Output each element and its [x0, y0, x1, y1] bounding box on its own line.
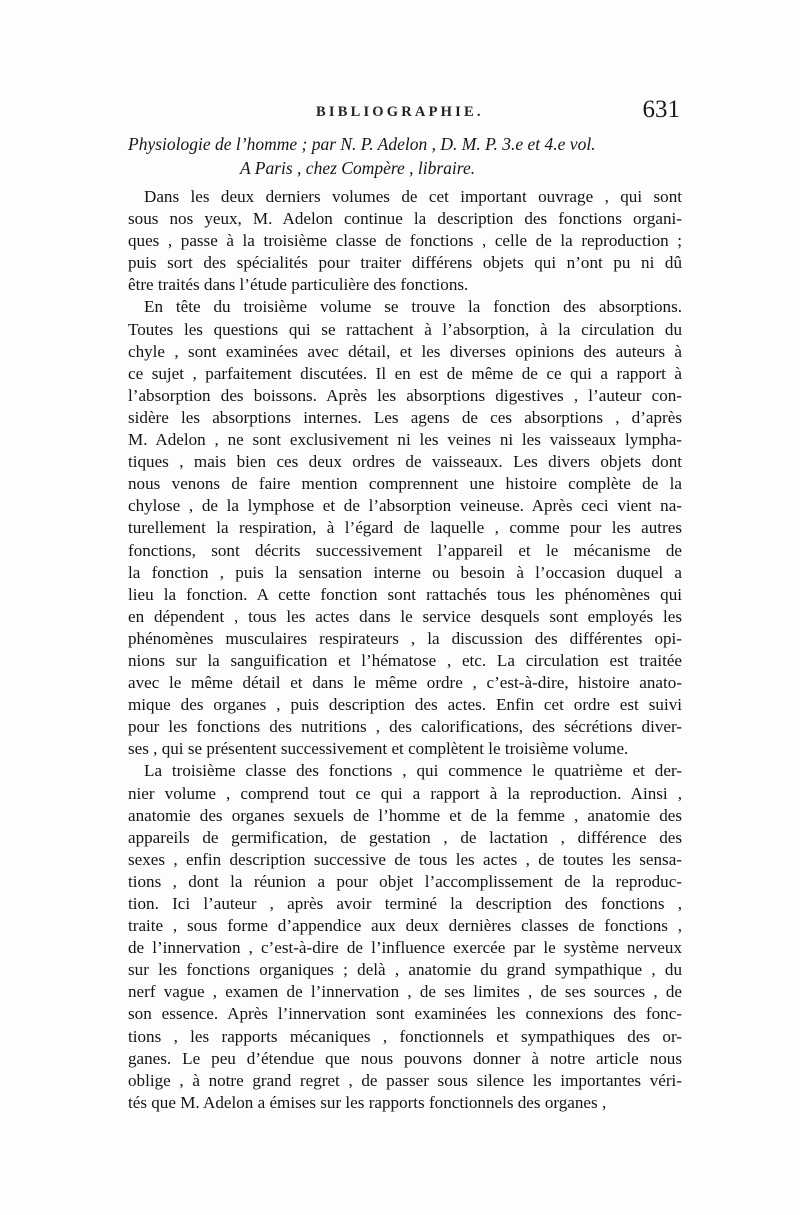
text-line: ses , qui se présentent successivement et complètent le troisième volume.: [128, 739, 629, 759]
text-line: nions sur la sanguification et l’hématose , etc. La circulation est traitée: [128, 650, 682, 670]
paragraph: [128, 760, 682, 1114]
text-line: chyle , sont examinées avec détail, et les diverses opinions des auteurs à: [128, 341, 682, 361]
text-line: puis sort des spécialités pour traiter différens objets qui n’ont pu ni dû: [128, 253, 682, 273]
text-line: turellement la respiration, à l’égard de laquelle , comme pour les autres: [128, 518, 682, 538]
text-line: M. Adelon , ne sont exclusivement ni les veines ni les vaisseaux lympha-: [128, 430, 682, 450]
body-text: [128, 186, 682, 1114]
text-line: Toutes les questions qui se rattachent à l’absorption, à la circulation du: [128, 319, 682, 339]
text-line: En tête du troisième volume se trouve la fonction des absorptions.: [144, 297, 682, 317]
text-line: avec le même détail et dans le même ordre , c’est-à-dire, histoire anato-: [128, 673, 682, 693]
paragraph: [128, 186, 682, 296]
text-line: La troisième classe des fonctions , qui commence le quatrième et der-: [144, 761, 682, 781]
text-line: phénomènes musculaires respirateurs , la discussion des différentes opi-: [128, 628, 682, 648]
text-line: sexes , enfin description successive de tous les actes , de toutes les sensa-: [128, 849, 682, 869]
text-line: la fonction , puis la sensation interne ou besoin à l’occasion duquel a: [128, 562, 682, 582]
text-line: appareils de germification, de gestation , de lactation , différence des: [128, 827, 682, 847]
text-line: tions , dont la réunion a pour objet l’accomplissement de la reproduc-: [128, 871, 682, 891]
text-line: lieu la fonction. A cette fonction sont rattachés tous les phénomènes qui: [128, 584, 682, 604]
text-line: être traités dans l’étude particulière des fonctions.: [128, 275, 469, 295]
page-number: 631: [642, 96, 680, 123]
text-line: ques , passe à la troisième classe de fonctions , celle de la reproduction ;: [128, 231, 682, 251]
text-line: oblige , à notre grand regret , de passer sous silence les importantes véri-: [128, 1070, 682, 1090]
text-line: sur les fonctions organiques ; delà , anatomie du grand sympathique , du: [128, 960, 682, 980]
text-line: Dans les deux derniers volumes de cet important ouvrage , qui sont: [144, 187, 682, 206]
text-line: fonctions, sont décrits successivement l’appareil et le mécanisme de: [128, 540, 682, 560]
text-line: nous venons de faire mention comprennent une histoire complète de la: [128, 474, 682, 494]
running-head: [128, 96, 680, 128]
running-title: BIBLIOGRAPHIE.: [316, 104, 484, 120]
text-line: sidère les absorptions internes. Les agens de ces absorptions , d’après: [128, 407, 682, 427]
text-line: de l’innervation , c’est-à-dire de l’influence exercée par le système nerveux: [128, 938, 682, 958]
text-line: son essence. Après l’innervation sont examinées les connexions des fonc-: [128, 1004, 682, 1024]
text-line: chylose , de la lymphose et de l’absorption veineuse. Après ceci vient na-: [128, 496, 682, 516]
text-line: ce sujet , parfaitement discutées. Il en est de même de ce qui a rapport à: [128, 363, 682, 383]
text-line: tions , les rapports mécaniques , fonctionnels et sympathiques des or-: [128, 1026, 682, 1046]
text-line: nier volume , comprend tout ce qui a rapport à la reproduction. Ainsi ,: [128, 783, 682, 803]
text-line: ganes. Le peu d’étendue que nous pouvons donner à notre article nous: [128, 1048, 682, 1068]
citation-line: Physiologie de l’homme ; par N. P. Adelon , D. M. P. 3.e et 4.e vol.: [128, 134, 596, 154]
text-line: l’absorption des boissons. Après les absorptions digestives , l’auteur con-: [128, 385, 682, 405]
text-line: tiques , mais bien ces deux ordres de vaisseaux. Les divers objets dont: [128, 452, 682, 472]
text-line: anatomie des organes sexuels de l’homme et de la femme , anatomie des: [128, 805, 682, 825]
text-line: en dépendent , tous les actes dans le service desquels sont employés les: [128, 606, 682, 626]
text-line: pour les fonctions des nutritions , des calorifications, des sécrétions diver-: [128, 717, 682, 737]
text-line: mique des organes , puis description des actes. Enfin cet ordre est suivi: [128, 695, 682, 715]
text-line: nerf vague , examen de l’innervation , de ses limites , de ses sources , de: [128, 982, 682, 1002]
text-line: tion. Ici l’auteur , après avoir terminé la description des fonctions ,: [128, 894, 682, 913]
text-line: traite , sous forme d’appendice aux deux dernières classes de fonctions ,: [128, 916, 682, 936]
text-line: tés que M. Adelon a émises sur les rapports fonctionnels des organes ,: [128, 1092, 607, 1112]
citation-line: A Paris , chez Compère , libraire.: [240, 158, 476, 178]
book-citation: [128, 132, 684, 180]
paragraph: [128, 296, 682, 760]
text-line: sous nos yeux, M. Adelon continue la description des fonctions organi-: [128, 209, 682, 229]
